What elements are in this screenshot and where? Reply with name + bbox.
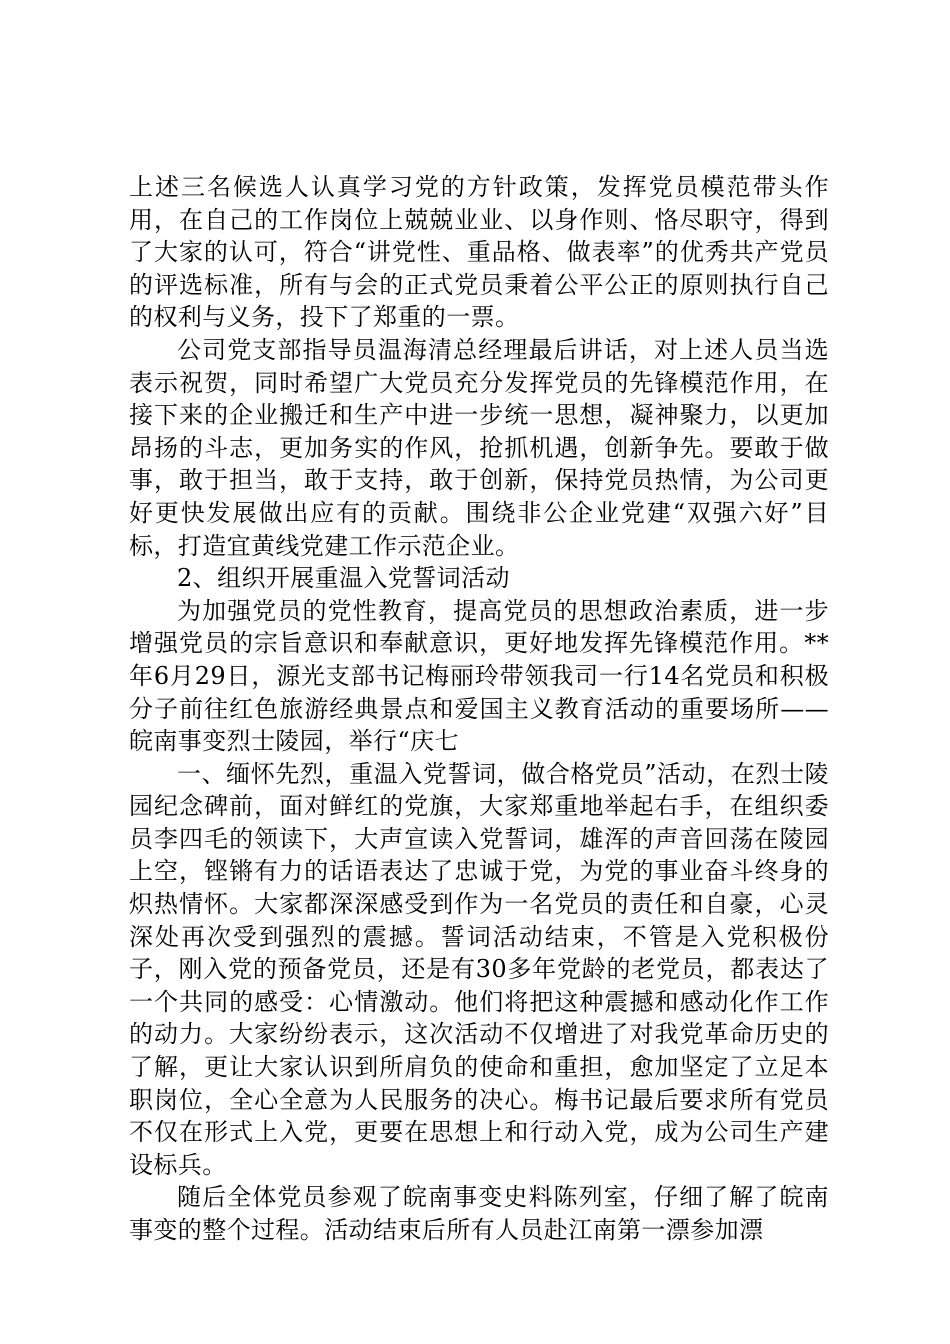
paragraph-activity-intro: 为加强党员的党性教育，提高党员的思想政治素质，进一步增强党员的宗旨意识和奉献意识，更好地发挥先锋模范作用。**年6月29日，源光支部书记梅丽玲带领我司一行14名党员和积极分子前往红色旅游经典景点和爱国主义教育活动的重要场所——皖南事变烈士陵园，举行“庆七: [129, 596, 829, 756]
paragraph-museum-visit: 随后全体党员参观了皖南事变史料陈列室，仔细了解了皖南事变的整个过程。活动结束后所有人员赴江南第一漂参加漂: [129, 1183, 829, 1244]
paragraph-candidates-summary: 上述三名候选人认真学习党的方针政策，发挥党员模范带头作用，在自己的工作岗位上兢兢业业、以身作则、恪尽职守，得到了大家的认可，符合“讲党性、重品格、做表率”的优秀共产党员的评选标准，所有与会的正式党员秉着公平公正的原则执行自己的权利与义务，投下了郑重的一票。: [129, 173, 829, 332]
document-page: [129, 171, 829, 1247]
section-heading-oath-activity: 2、组织开展重温入党誓词活动: [177, 564, 510, 593]
paragraph-director-speech: 公司党支部指导员温海清总经理最后讲话，对上述人员当选表示祝贺，同时希望广大党员充分发挥党员的先锋模范作用，在接下来的企业搬迁和生产中进一步统一思想，凝神聚力，以更加昂扬的斗志，更加务实的作风，抢抓机遇，创新争先。要敢于做事，敢于担当，敢于支持，敢于创新，保持党员热情，为公司更好更快发展做出应有的贡献。围绕非公企业党建“双强六好”目标，打造宜黄线党建工作示范企业。: [129, 335, 829, 560]
paragraph-oath-ceremony: 一、缅怀先烈，重温入党誓词，做合格党员”活动，在烈士陵园纪念碑前，面对鲜红的党旗，大家郑重地举起右手，在组织委员李四毛的领读下，大声宣读入党誓词，雄浑的声音回荡在陵园上空，铿锵有力的话语表达了忠诚于党，为党的事业奋斗终身的炽热情怀。大家都深深感受到作为一名党员的责任和自豪，心灵深处再次受到强烈的震撼。誓词活动结束，不管是入党积极份子，刚入党的预备党员，还是有30多年党龄的老党员，都表达了一个共同的感受：心情激动。他们将把这种震撼和感动化作工作的动力。大家纷纷表示，这次活动不仅增进了对我党革命历史的了解，更让大家认识到所肩负的使命和重担，愈加坚定了立足本职岗位，全心全意为人民服务的决心。梅书记最后要求所有党员不仅在形式上入党，更要在思想上和行动入党，成为公司生产建设标兵。: [129, 759, 829, 1179]
